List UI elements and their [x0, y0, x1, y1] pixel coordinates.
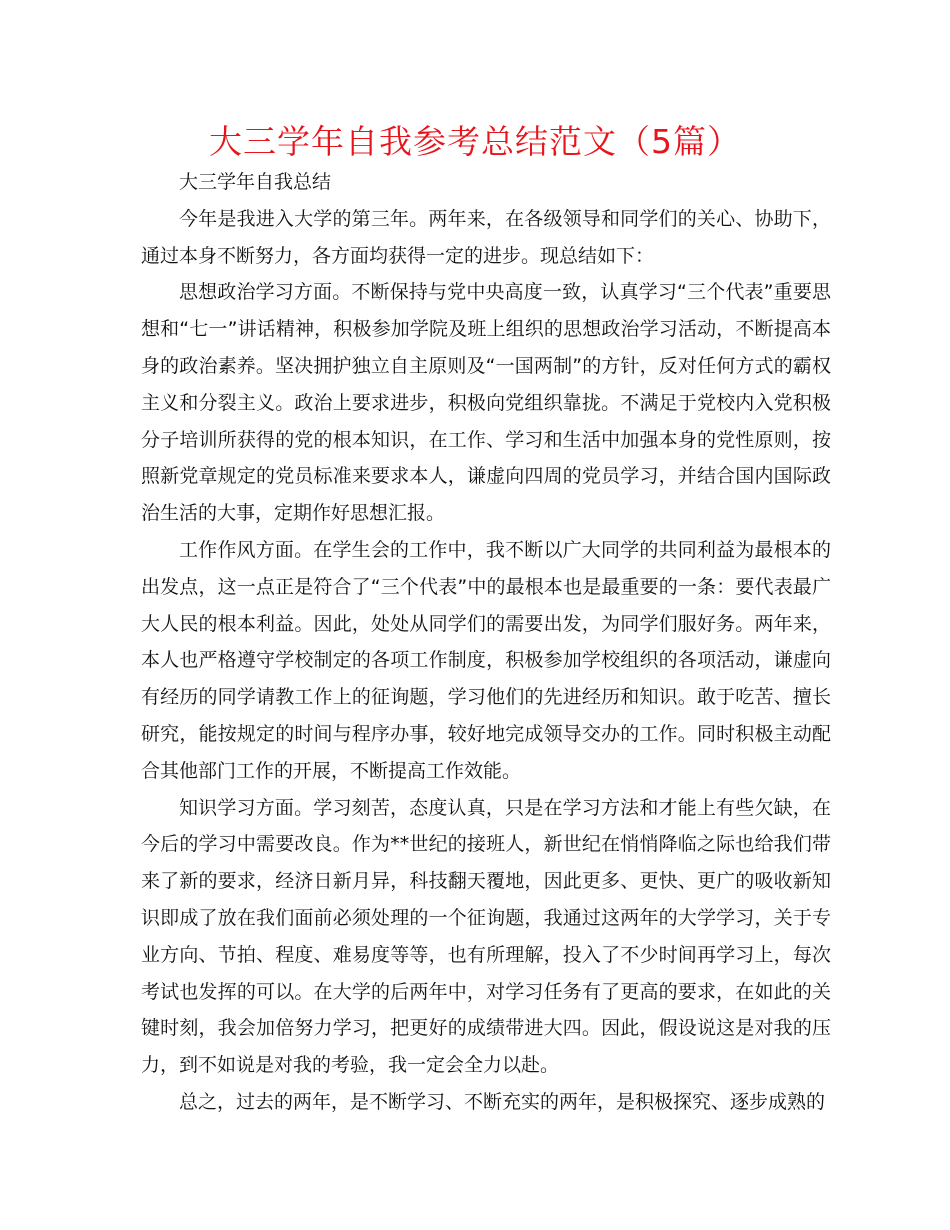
- paragraph-work-style: 工作作风方面。在学生会的工作中，我不断以广大同学的共同利益为最根本的出发点，这一点正是符合了“三个代表”中的最根本也是最重要的一条：要代表最广大人民的根本利益。因此，处处从同学们的需要出发，为同学们服好务。两年来，本人也严格遵守学校制定的各项工作制度，积极参加学校组织的各项活动，谦虚向有经历的同学请教工作上的征询题，学习他们的先进经历和知识。敢于吃苦、擅长研究，能按规定的时间与程序办事，较好地完成领导交办的工作。同时积极主动配合其他部门工作的开展，不断提高工作效能。: [141, 538, 831, 782]
- paragraph-intro: 今年是我进入大学的第三年。两年来，在各级领导和同学们的关心、协助下，通过本身不断努力，各方面均获得一定的进步。现总结如下：: [141, 207, 831, 267]
- paragraph-knowledge-study: 知识学习方面。学习刻苦，态度认真，只是在学习方法和才能上有些欠缺，在今后的学习中需要改良。作为**世纪的接班人，新世纪在悄悄降临之际也给我们带来了新的要求，经济日新月异，科技翻天覆地，因此更多、更快、更广的吸收新知识即成了放在我们面前必须处理的一个征询题，我通过这两年的大学学习，关于专业方向、节拍、程度、难易度等等，也有所理解，投入了不少时间再学习上，每次考试也发挥的可以。在大学的后两年中，对学习任务有了更高的要求，在如此的关键时刻，我会加倍努力学习，把更好的成绩带进大四。因此，假设说这是对我的压力，到不如说是对我的考验，我一定会全力以赴。: [141, 796, 831, 1077]
- paragraph-political-study: 思想政治学习方面。不断保持与党中央高度一致，认真学习“三个代表”重要思想和“七一”讲话精神，积极参加学院及班上组织的思想政治学习活动，不断提高本身的政治素养。坚决拥护独立自主原则及“一国两制”的方针，反对任何方式的霸权主义和分裂主义。政治上要求进步，积极向党组织靠拢。不满足于党校内入党积极分子培训所获得的党的根本知识，在工作、学习和生活中加强本身的党性原则，按照新党章规定的党员标准来要求本人，谦虚向四周的党员学习，并结合国内国际政治生活的大事，定期作好思想汇报。: [141, 281, 831, 525]
- section-heading: 大三学年自我总结: [179, 171, 332, 193]
- document-title: 大三学年自我参考总结范文（5篇）: [209, 122, 741, 161]
- paragraph-conclusion: 总之，过去的两年，是不断学习、不断充实的两年，是积极探究、逐步成熟的: [179, 1090, 826, 1113]
- document-body: [141, 164, 831, 1121]
